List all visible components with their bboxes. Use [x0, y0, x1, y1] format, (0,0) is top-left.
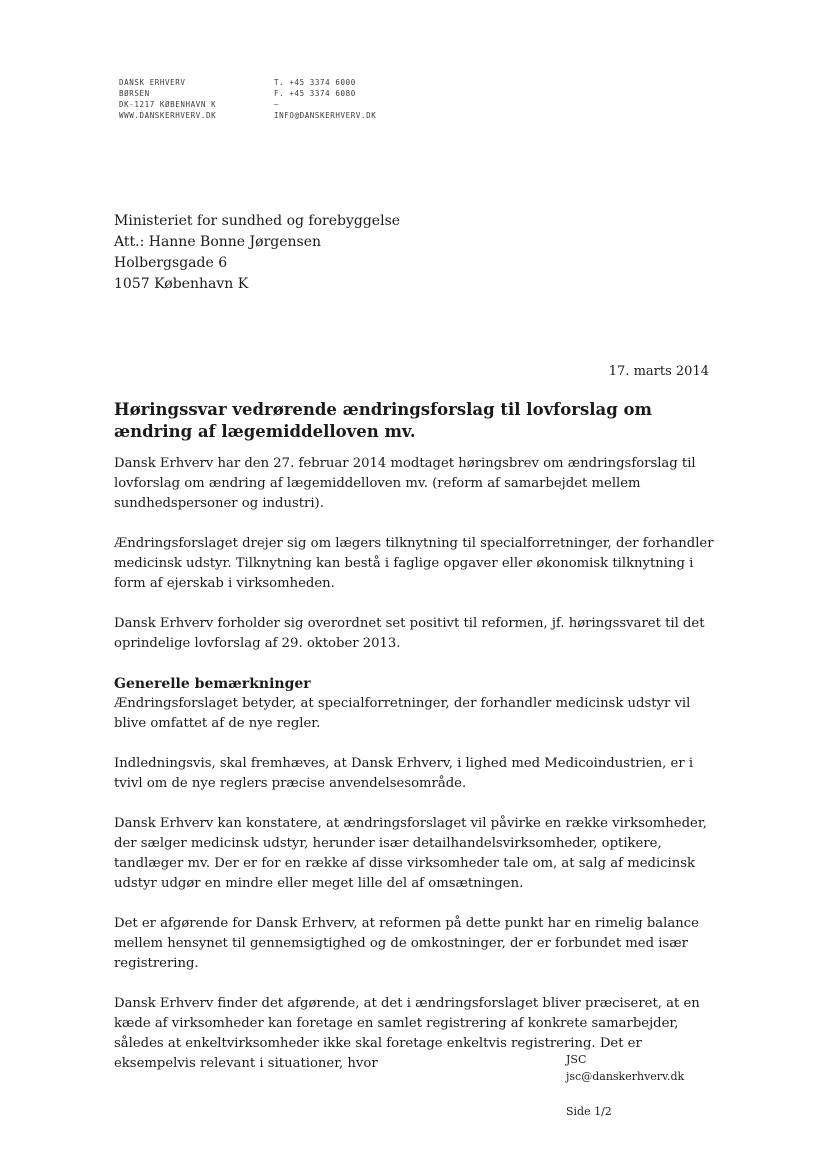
sender-email: jsc@danskerhverv.dk	[566, 1070, 685, 1083]
letterhead-website: WWW.DANSKERHVERV.DK	[119, 111, 217, 120]
section-heading: Generelle bemærkninger	[114, 676, 311, 692]
letter-subject: Høringssvar vedrørende ændringsforslag til lovforslag om ændring af lægemiddelloven mv.	[114, 400, 652, 441]
body-paragraph: Dansk Erhverv forholder sig overordnet set positivt til reformen, jf. høringssvaret til det oprindelige lovforslag af 29. oktober 2013.	[114, 616, 705, 651]
letterhead-fax: F. +45 3374 6080	[274, 89, 356, 98]
letterhead-phone: T. +45 3374 6000	[274, 78, 356, 87]
body-paragraph: Ændringsforslaget drejer sig om lægers tilknytning til specialforretninger, der forhandler medicinsk udstyr. Tilknytning kan bestå i faglige opgaver eller økonomisk tilknytning i form af ejerskab i virksomheden.	[114, 536, 714, 591]
letter-body	[114, 454, 714, 1094]
letterhead-city: DK-1217 KØBENHAVN K	[119, 100, 217, 109]
letterhead-contact	[274, 77, 376, 121]
page-number: Side 1/2	[566, 1105, 612, 1118]
body-paragraph: Dansk Erhverv kan konstatere, at ændringsforslaget vil påvirke en række virksomheder, der sælger medicinsk udstyr, herunder især detailhandelsvirksomheder, optikere, tandlæger mv. Der er for en række af disse virksomheder tale om, at salg af medicinsk udstyr udgør en mindre eller meget lille del af omsætningen.	[114, 816, 707, 891]
recipient-address	[114, 211, 400, 295]
body-paragraph: Indledningsvis, skal fremhæves, at Dansk Erhverv, i lighed med Medicoindustrien, er i tvivl om de nye reglers præcise anvendelsesområde.	[114, 756, 694, 791]
letterhead-email: INFO@DANSKERHVERV.DK	[274, 111, 377, 120]
letter-footer	[566, 1051, 684, 1120]
recipient-organization: Ministeriet for sundhed og forebyggelse	[114, 213, 401, 229]
letterhead-address	[119, 77, 216, 121]
recipient-city: 1057 København K	[114, 276, 249, 292]
sender-initials: JSC	[566, 1053, 587, 1066]
letterhead-dash: –	[274, 100, 280, 109]
letterhead-building: BØRSEN	[119, 89, 150, 98]
recipient-street: Holbergsgade 6	[114, 255, 228, 271]
body-paragraph: Dansk Erhverv har den 27. februar 2014 modtaget høringsbrev om ændringsforslag til lovforslag om ændring af lægemiddelloven mv. (reform af samarbejdet mellem sundhedspersoner og industri).	[114, 456, 696, 511]
body-paragraph: Det er afgørende for Dansk Erhverv, at reformen på dette punkt har en rimelig balance mellem hensynet til gennemsigtighed og de omkostninger, der er forbundet med især registrering.	[114, 916, 699, 971]
letter-date: 17. marts 2014	[608, 364, 709, 379]
body-paragraph: Dansk Erhverv finder det afgørende, at det i ændringsforslaget bliver præciseret, at en kæde af virksomheder kan foretage en samlet registrering af konkrete samarbejder, således at enkeltvirksomheder ikke skal foretage enkeltvis registrering. Det er eksempelvis relevant i situationer, hvor	[114, 996, 700, 1071]
letterhead-company: DANSK ERHVERV	[119, 78, 186, 87]
body-paragraph: Ændringsforslaget betyder, at specialforretninger, der forhandler medicinsk udstyr vil blive omfattet af de nye regler.	[114, 696, 691, 731]
recipient-attention: Att.: Hanne Bonne Jørgensen	[114, 234, 322, 250]
